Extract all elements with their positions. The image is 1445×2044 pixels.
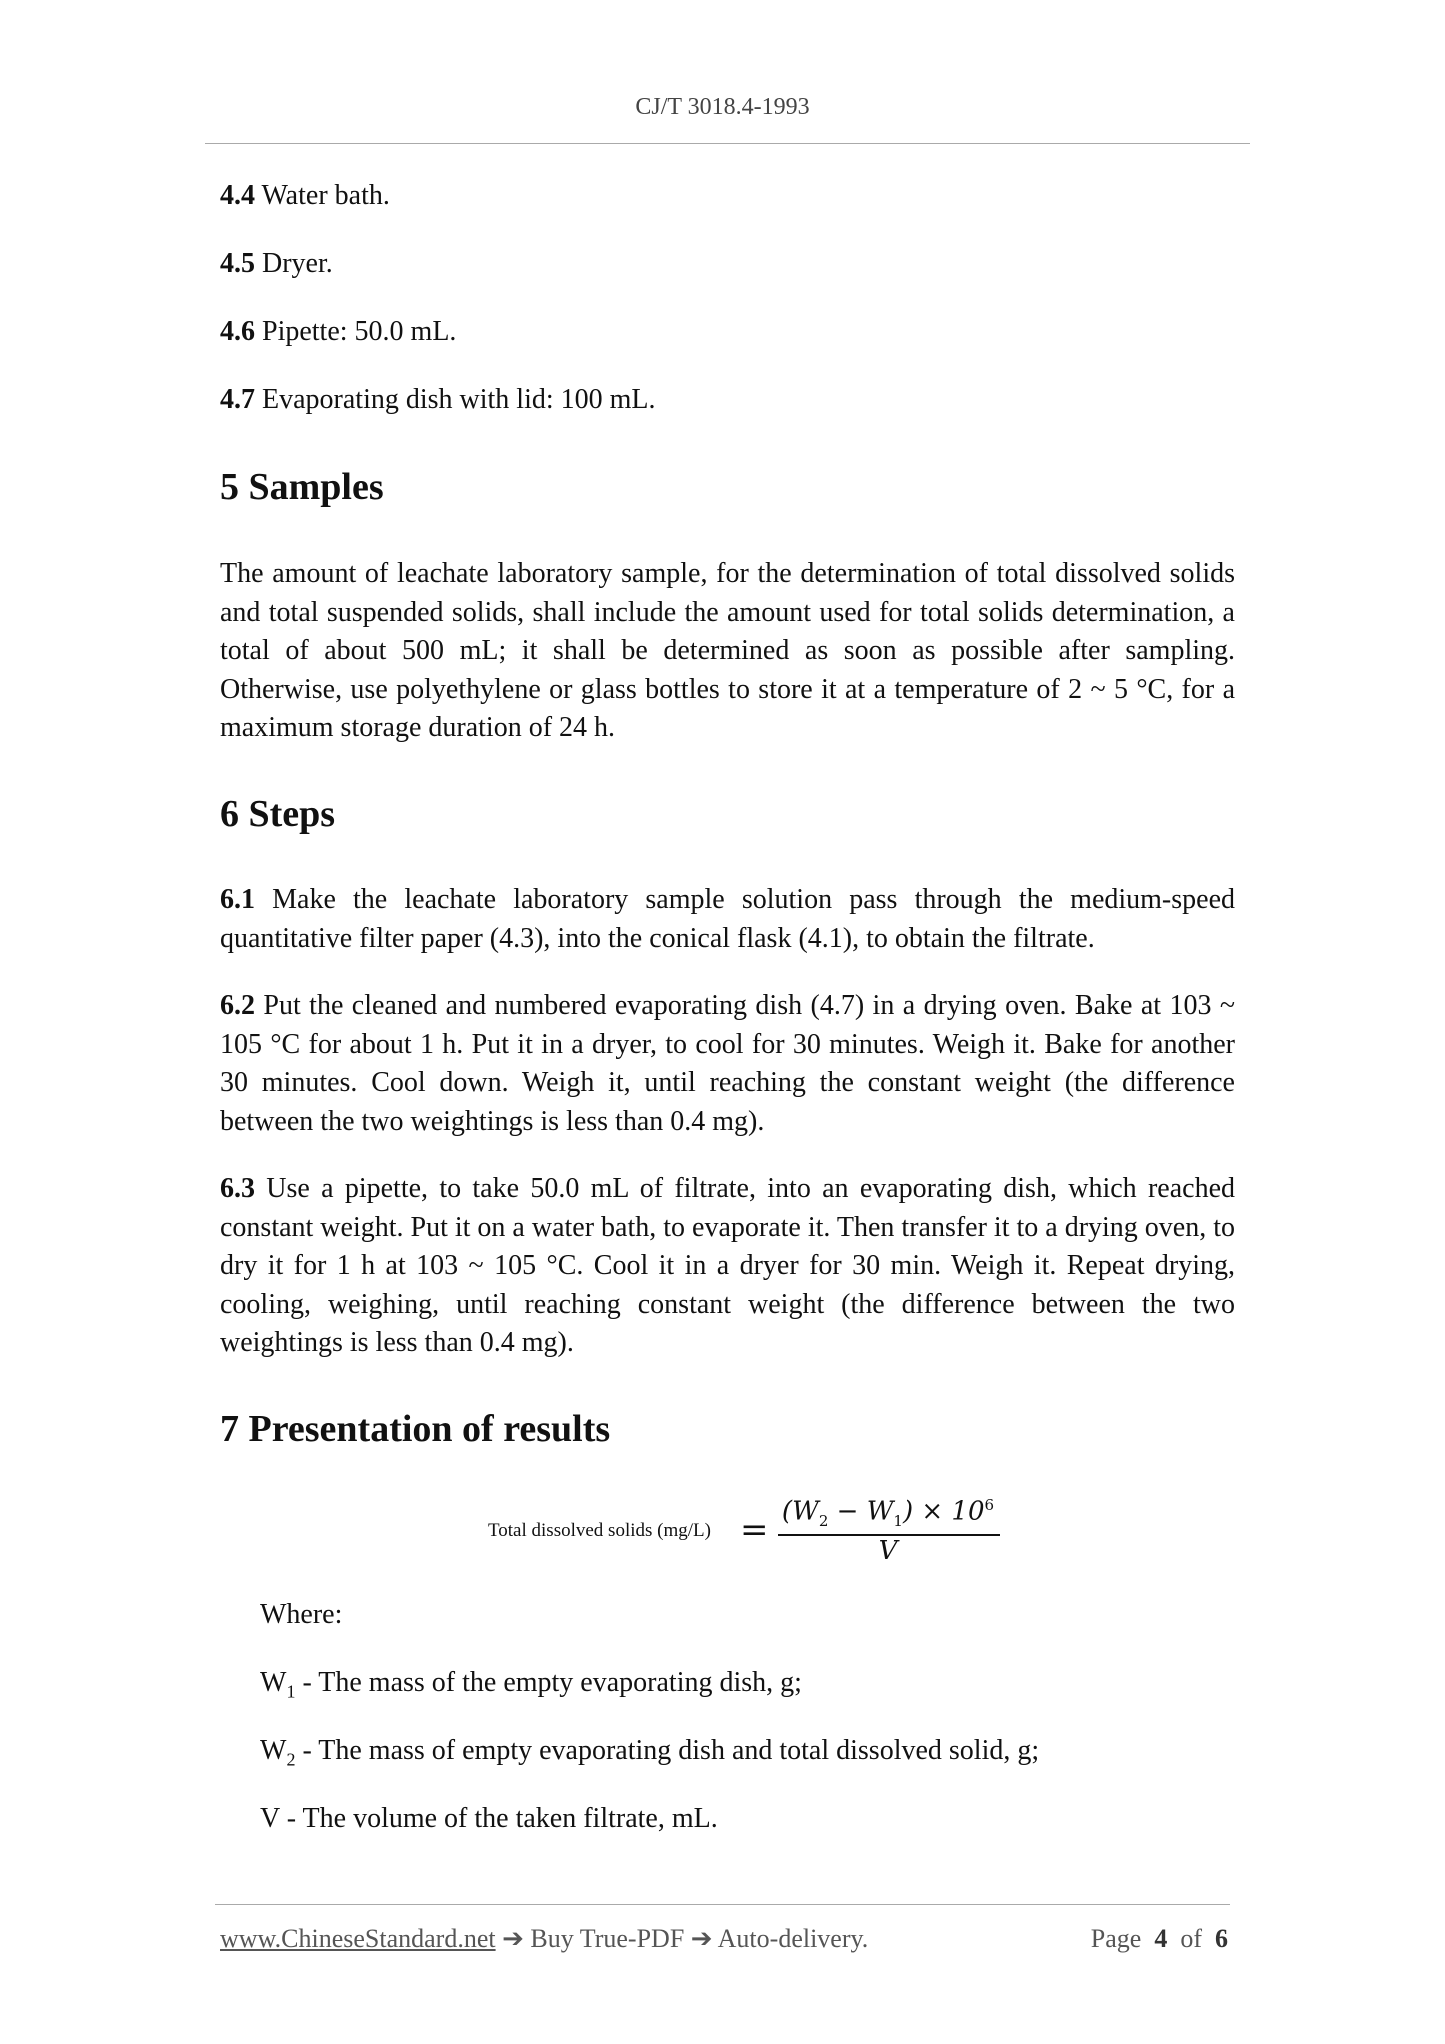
item-number: 4.7: [220, 384, 255, 415]
step-text: Make the leachate laboratory sample solution pass through the medium-speed quantitative filter paper (4.3), into the conical flask (4.1), to obtain the filtrate.: [220, 884, 1236, 954]
section-heading-samples: 5 Samples: [220, 466, 384, 508]
item-text: Evaporating dish with lid: 100 mL.: [262, 384, 656, 415]
samples-paragraph: The amount of leachate laboratory sample, for the determination of total dissolved solids and total suspended solids, shall include the amount used for total solids determination, a total of about 500 mL; it shall be determined as soon as possible after sampling. Otherwise, use polyethylene or glass bottles to store it at a temperature of 2 ~ 5 °C, for a maximum storage duration of 24 h.: [220, 558, 1235, 743]
section-heading-steps: 6 Steps: [220, 793, 336, 835]
list-item: [220, 383, 656, 417]
total-pages: 6: [1215, 1924, 1228, 1953]
current-page: 4: [1154, 1924, 1168, 1953]
arrow-right-icon: ➔: [684, 1924, 718, 1953]
list-item: [220, 315, 456, 349]
step-text: Put the cleaned and numbered evaporating dish (4.7) in a drying oven. Bake at 103 ~ 105 °C for about 1 h. Put it in a dryer, to cool for 30 minutes. Weigh it. Bake for another 30 minutes. Cool down. Weigh it, until reaching the constant weight (the difference between the two weightings is less than 0.4 mg).: [220, 990, 1235, 1137]
where-label: Where:: [260, 1599, 343, 1630]
header-doc-code: CJ/T 3018.4-1993: [635, 94, 810, 120]
item-number: 4.4: [220, 180, 255, 211]
item-number: 4.6: [220, 316, 255, 347]
website-link[interactable]: www.ChineseStandard.net: [220, 1924, 496, 1953]
formula-equals: =: [740, 1510, 769, 1550]
definition-item: V - The volume of the taken filtrate, mL.: [260, 1803, 718, 1834]
formula-label: Total dissolved solids (mg/L): [488, 1520, 711, 1541]
formula-denominator: V: [878, 1536, 898, 1566]
footer-promo: [220, 1924, 868, 1954]
formula-numerator: $(W_2 - W_1) \times 10^6$: [781, 1496, 995, 1530]
list-item: [220, 179, 390, 213]
step-paragraph: [220, 987, 1235, 1141]
step-number: 6.1: [220, 884, 255, 915]
definition-item: $W_2$ - The mass of empty evaporating dish and total dissolved solid, g;: [260, 1735, 1040, 1770]
step-text: Use a pipette, to take 50.0 mL of filtrate, into an evaporating dish, which reached constant weight. Put it on a water bath, to evaporate it. Then transfer it to a drying oven, to dry it for 1 h at 103 ~ 105 °C. Cool it in a dryer for 30 min. Weigh it. Repeat drying, cooling, weighing, until reaching constant weight (the difference between the two weightings is less than 0.4 mg).: [220, 1173, 1235, 1358]
buy-text: Buy True-PDF: [530, 1924, 685, 1953]
item-text: Pipette: 50.0 mL.: [262, 316, 457, 347]
item-text: Dryer.: [262, 248, 333, 279]
step-number: 6.3: [220, 1173, 255, 1204]
item-text: Water bath.: [261, 180, 390, 211]
formula: [488, 1496, 1008, 1566]
footer-divider: [215, 1904, 1230, 1905]
page-indicator: Page 4 of 6: [1090, 1924, 1228, 1953]
step-paragraph: [220, 881, 1235, 958]
definition-item: $W_1$ - The mass of the empty evaporating dish, g;: [260, 1667, 802, 1702]
delivery-text: Auto-delivery.: [717, 1924, 869, 1953]
step-paragraph: [220, 1170, 1235, 1363]
header-divider: [205, 143, 1250, 144]
section-heading-results: 7 Presentation of results: [220, 1408, 611, 1450]
list-item: [220, 247, 333, 281]
item-number: 4.5: [220, 248, 255, 279]
step-number: 6.2: [220, 990, 255, 1021]
arrow-right-icon: ➔: [495, 1924, 531, 1953]
